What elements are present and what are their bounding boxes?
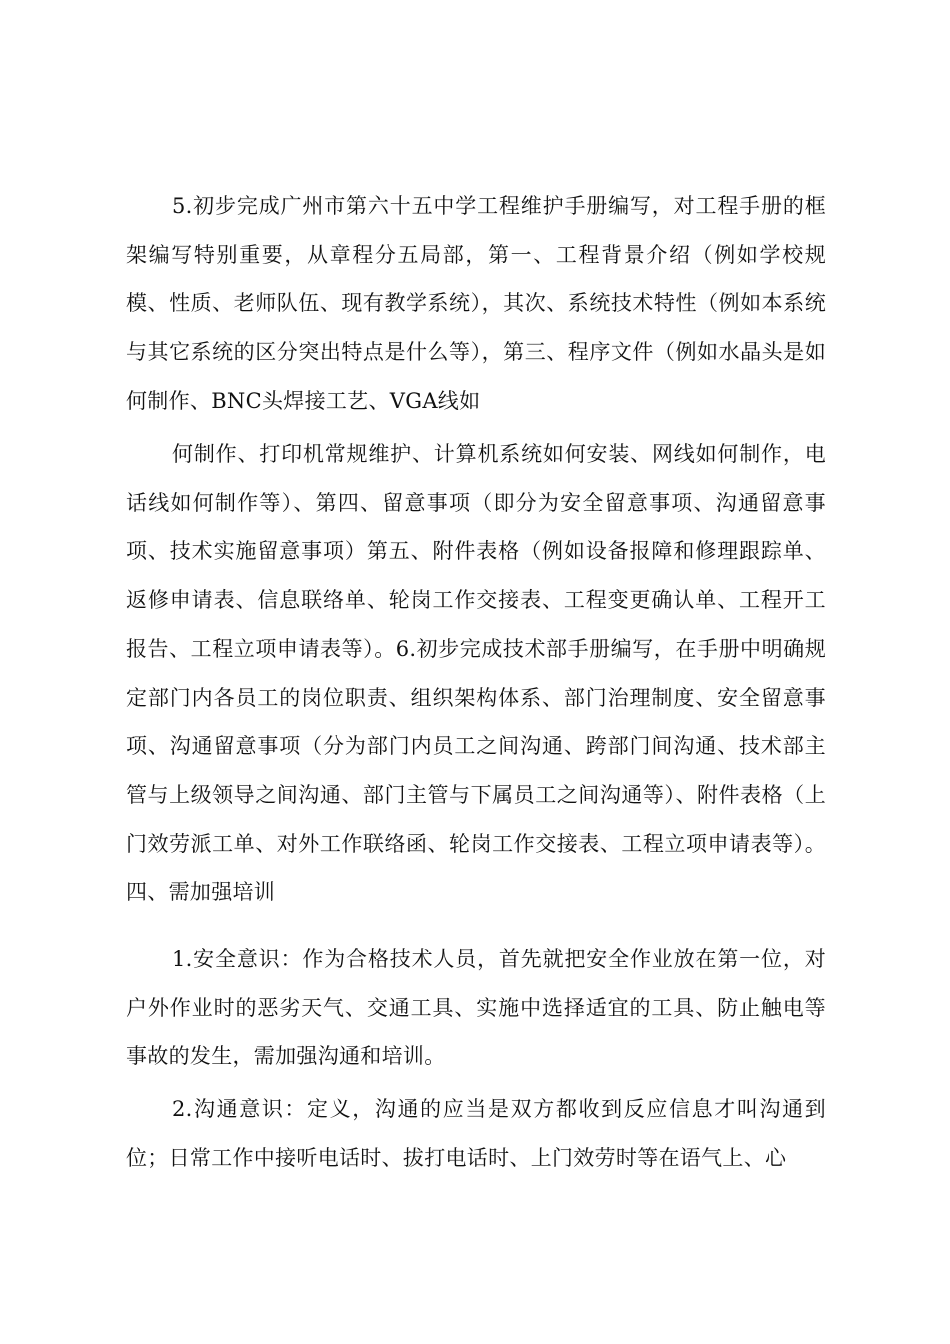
paragraph-manual-continued: 何制作、打印机常规维护、计算机系统如何安装、网线如何制作，电话线如何制作等）、第四、留意事项（即分为安全留意事项、沟通留意事项、技术实施留意事项）第五、附件表格（例如设备报障和修理跟踪单、返修申请表、信息联络单、轮岗工作交接表、工程变更确认单、工程开工报告、工程立项申请表等）。6.初步完成技术部手册编写，在手册中明确规定部门内各员工的岗位职责、组织架构体系、部门治理制度、安全留意事项、沟通留意事项（分为部门内员工之间沟通、跨部门间沟通、技术部主管与上级领导之间沟通、部门主管与下属员工之间沟通等）、附件表格（上门效劳派工单、对外工作联络函、轮岗工作交接表、工程立项申请表等）。四、需加强培训 [126, 442, 826, 905]
paragraph-communication-awareness: 2.沟通意识：定义，沟通的应当是双方都收到反应信息才叫沟通到位；日常工作中接听电话时、拔打电话时、上门效劳时等在语气上、心 [126, 1097, 826, 1170]
paragraph-project-manual: 5.初步完成广州市第六十五中学工程维护手册编写，对工程手册的框架编写特别重要，从章程分五局部，第一、工程背景介绍（例如学校规模、性质、老师队伍、现有教学系统），其次、系统技术特性（例如本系统与其它系统的区分突出特点是什么等），第三、程序文件（例如水晶头是如何制作、BNC头焊接工艺、VGA线如 [126, 194, 826, 413]
paragraph-safety-awareness: 1.安全意识：作为合格技术人员，首先就把安全作业放在第一位，对户外作业时的恶劣天气、交通工具、实施中选择适宜的工具、防止触电等事故的发生，需加强沟通和培训。 [126, 947, 826, 1069]
